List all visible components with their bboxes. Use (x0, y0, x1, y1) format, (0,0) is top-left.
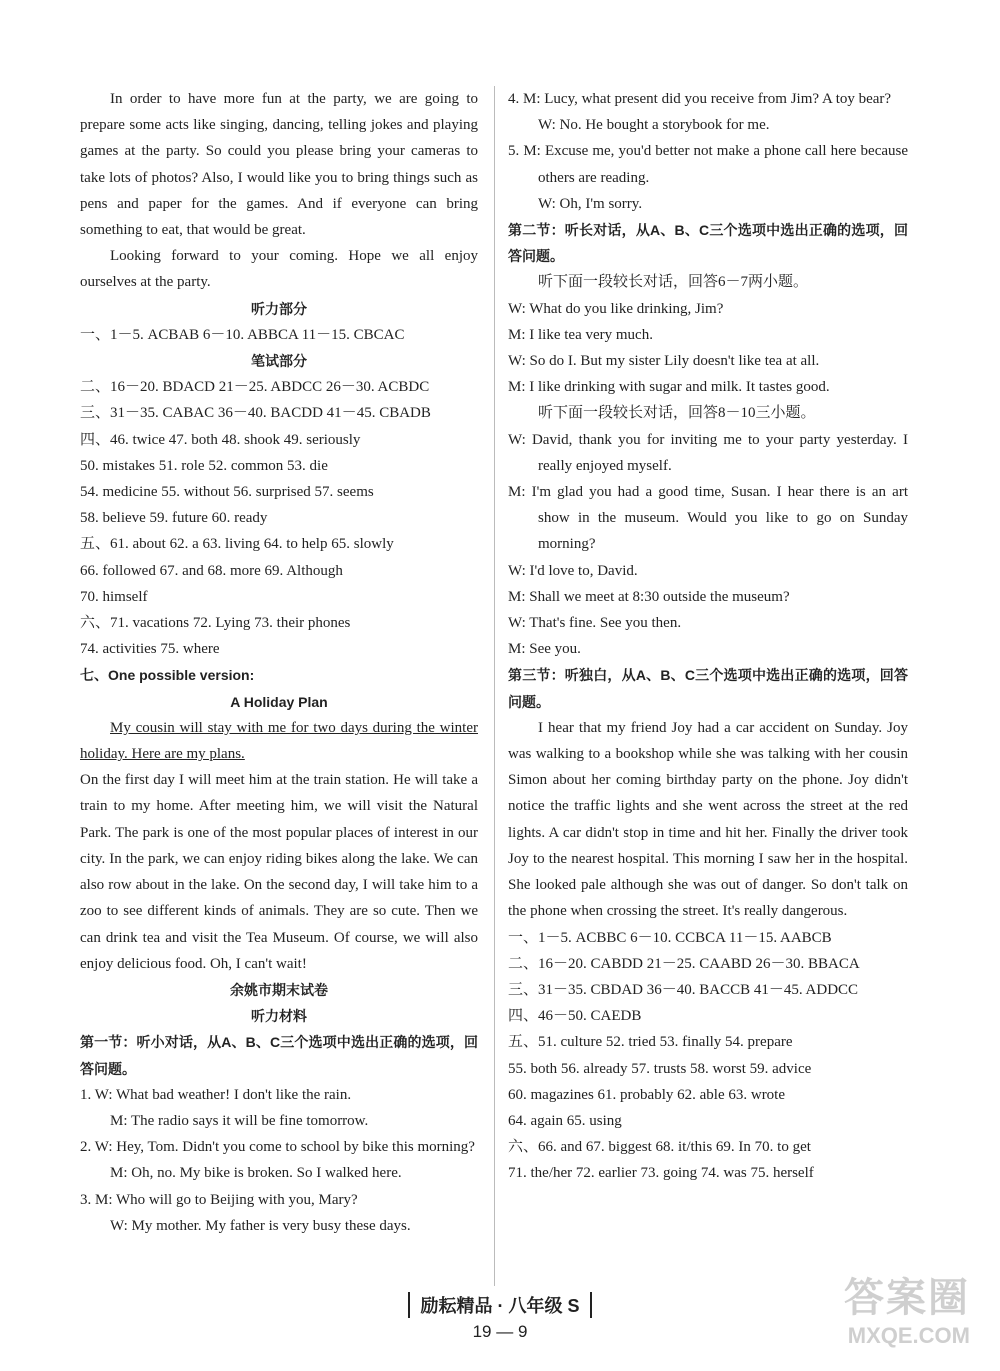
text-line: 一、1－5. ACBAB 6－10. ABBCA 11－15. CBCAC (80, 326, 405, 343)
text-line: M: I'm glad you had a good time, Susan. I hear there is an art show in the museum. Would you like to go on Sunday morning? (508, 484, 908, 553)
text-line: W: I'd love to, David. (508, 562, 638, 579)
brand-label: 励耘精品 · 八年级 S (408, 1292, 591, 1318)
text-line: 听力部分 (251, 300, 307, 317)
text-line: M: Oh, no. My bike is broken. So I walked here. (110, 1165, 402, 1182)
watermark-logo (844, 1266, 970, 1349)
text-line: 第三节：听独白，从A、B、C三个选项中选出正确的选项，回答问题。 (508, 667, 908, 710)
text-line: M: I like drinking with sugar and milk. It tastes good. (508, 379, 830, 396)
text-line: W: So do I. But my sister Lily doesn't like tea at all. (508, 353, 820, 370)
text-line: 54. medicine 55. without 56. surprised 57. seems (80, 484, 374, 501)
text-line: Looking forward to your coming. Hope we all enjoy ourselves at the party. (80, 248, 478, 291)
text-line: 笔试部分 (251, 353, 307, 370)
text-line: 74. activities 75. where (80, 641, 220, 658)
text-line: 六、66. and 67. biggest 68. it/this 69. In 70. to get (508, 1139, 811, 1156)
text-line: 58. believe 59. future 60. ready (80, 510, 268, 527)
text-line: 2. W: Hey, Tom. Didn't you come to school by bike this morning? (80, 1139, 475, 1156)
text-line: 70. himself (80, 588, 148, 605)
text-line: In order to have more fun at the party, we are going to prepare some acts like singing, dancing, telling jokes and playing games at the party. So could you please bring your cameras to take lots of photos? Also, I would like you to bring things such as pens and paper for the games. And if everyone can bring something to eat, that would be great. (80, 91, 478, 239)
text-line: M: I like tea very much. (508, 326, 653, 343)
text-line: 3. M: Who will go to Beijing with you, Mary? (80, 1191, 358, 1208)
text-line: M: The radio says it will be fine tomorrow. (110, 1112, 369, 1129)
text-line: 一、1－5. ACBBC 6－10. CCBCA 11－15. AABCB (508, 929, 832, 946)
text-line: 4. M: Lucy, what present did you receive from Jim? A toy bear? (508, 91, 892, 107)
watermark-text: 答案圈 (844, 1276, 970, 1320)
text-line: 七、One possible version: (80, 667, 255, 684)
text-line: 55. both 56. already 57. trusts 58. worst 59. advice (508, 1060, 812, 1077)
text-line: W: No. He bought a storybook for me. (538, 117, 770, 134)
text-line: I hear that my friend Joy had a car accident on Sunday. Joy was walking to a bookshop while she was talking with her cousin Simon about her coming birthday party on the phone. Joy didn't notice the traffic lights and she went across the street at the red lights. A car didn't stop in time and hit her. Finally the driver took Joy to the nearest hospital. This morning I saw her in the hospital. She looked pale although she was out of danger. So don't talk on the phone when crossing the street. It's really dangerous. (508, 719, 908, 920)
text-line: 第一节：听小对话，从A、B、C三个选项中选出正确的选项，回答问题。 (80, 1034, 478, 1077)
text-line: 五、51. culture 52. tried 53. finally 54. prepare (508, 1034, 793, 1051)
text-line: 60. magazines 61. probably 62. able 63. wrote (508, 1086, 786, 1103)
text-line: 71. the/her 72. earlier 73. going 74. was 75. herself (508, 1165, 814, 1182)
left-column (80, 86, 478, 1239)
text-line: W: What do you like drinking, Jim? (508, 300, 724, 317)
right-column (508, 86, 908, 1187)
text-line: 二、16－20. BDACD 21－25. ABDCC 26－30. ACBDC (80, 379, 430, 396)
text-line: 二、16－20. CABDD 21－25. CAABD 26－30. BBACA (508, 955, 860, 972)
text-line: 三、31－35. CBDAD 36－40. BACCB 41－45. ADDCC (508, 981, 859, 998)
text-line: 1. W: What bad weather! I don't like the rain. (80, 1086, 352, 1103)
text-line: W: David, thank you for inviting me to your party yesterday. I really enjoyed myself. (508, 431, 908, 474)
watermark-url: MXQE.COM (847, 1323, 970, 1348)
column-divider (494, 86, 495, 1286)
text-line: M: Shall we meet at 8:30 outside the museum? (508, 588, 790, 605)
text-line: 50. mistakes 51. role 52. common 53. die (80, 457, 328, 474)
text-line: 四、46. twice 47. both 48. shook 49. seriously (80, 431, 361, 448)
text-line: 第二节：听长对话，从A、B、C三个选项中选出正确的选项，回答问题。 (508, 222, 908, 265)
text-line: 听下面一段较长对话，回答6－7两小题。 (538, 274, 809, 291)
text-line: 五、61. about 62. a 63. living 64. to help 65. slowly (80, 536, 394, 553)
text-line: 余姚市期末试卷 (230, 981, 328, 998)
text-line: W: My mother. My father is very busy these days. (110, 1217, 411, 1234)
text-line: 5. M: Excuse me, you'd better not make a phone call here because others are reading. (508, 143, 908, 186)
text-line: 六、71. vacations 72. Lying 73. their phones (80, 615, 351, 632)
text-line: 听力材料 (251, 1008, 307, 1025)
text-line: 听下面一段较长对话，回答8－10三小题。 (538, 405, 816, 422)
text-line: My cousin will stay with me for two days during the winter holiday. Here are my plans. (80, 719, 478, 763)
text-line: 四、46－50. CAEDB (508, 1008, 642, 1025)
text-line: 66. followed 67. and 68. more 69. Although (80, 562, 343, 579)
text-line: W: Oh, I'm sorry. (538, 195, 643, 212)
text-line: W: That's fine. See you then. (508, 615, 682, 632)
text-line: M: See you. (508, 641, 581, 658)
page-number: 19 — 9 (472, 1322, 528, 1341)
text-line: 三、31－35. CABAC 36－40. BACDD 41－45. CBADB (80, 405, 431, 422)
text-line: On the first day I will meet him at the train station. He will take a train to my home. After meeting him, we will visit the Natural Park. The park is one of the most popular places of interest in our city. In the park, we can enjoy riding bikes along the lake. We can also row about in the lake. On the second day, I will take him to a zoo to see different kinds of animals. They are so cute. Then we can drink tea and visit the Tea Museum. Of course, we will also enjoy delicious food. Oh, I can't wait! (80, 772, 478, 972)
text-line: A Holiday Plan (230, 693, 328, 710)
text-line: 64. again 65. using (508, 1112, 622, 1129)
